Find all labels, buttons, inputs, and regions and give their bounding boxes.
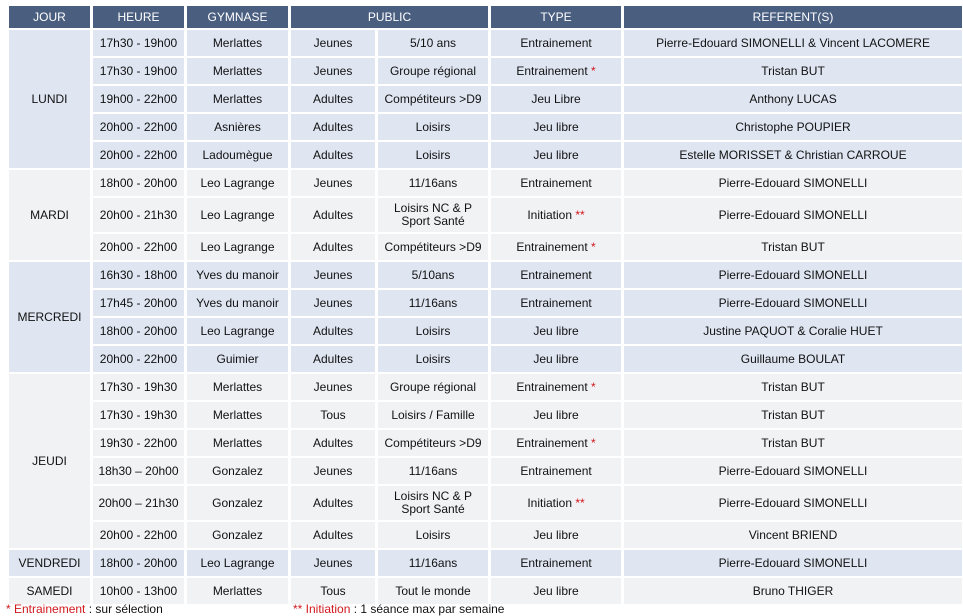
audience-cell: Adultes [291,346,375,372]
audience-cell: Jeunes [291,374,375,400]
audience-cell: Jeunes [291,290,375,316]
type-cell [491,374,621,400]
day-cell: VENDREDI [9,550,90,576]
type-cell [491,402,621,428]
asterisk-marker: * [591,379,596,394]
type-cell [491,550,621,576]
type-label: Entrainement [520,295,592,310]
time-cell: 18h00 - 20h00 [93,170,184,196]
gym-cell: Leo Lagrange [187,234,288,260]
detail-cell [378,346,488,372]
time-cell: 19h00 - 22h00 [93,86,184,112]
detail-cell [378,522,488,548]
type-label: Entrainement [516,379,588,394]
detail-line: Compétiteurs >D9 [384,91,482,106]
detail-line: Groupe régional [389,63,477,78]
referent-cell: Pierre-Edouard SIMONELLI [624,486,962,520]
table-row [9,578,962,604]
detail-line: 5/10ans [411,267,455,282]
audience-cell: Adultes [291,114,375,140]
referent-cell: Pierre-Edouard SIMONELLI [624,458,962,484]
referent-cell: Christophe POUPIER [624,114,962,140]
time-cell: 20h00 - 22h00 [93,346,184,372]
header-gymnase: GYMNASE [187,6,288,28]
schedule-table [6,4,963,606]
type-label: Jeu libre [533,119,579,134]
day-cell: MERCREDI [9,262,90,372]
table-row [9,86,962,112]
detail-line: Loisirs [415,351,451,366]
detail-cell [378,458,488,484]
detail-line: Loisirs / Famille [391,407,475,422]
audience-cell: Tous [291,578,375,604]
time-cell: 20h00 - 22h00 [93,114,184,140]
table-row [9,170,962,196]
day-group-mardi [9,170,962,260]
header-referents: REFERENT(S) [624,6,962,28]
type-cell [491,522,621,548]
table-row [9,522,962,548]
referent-cell: Tristan BUT [624,234,962,260]
time-cell: 17h30 - 19h30 [93,402,184,428]
detail-cell [378,290,488,316]
header-type: TYPE [491,6,621,28]
referent-cell: Tristan BUT [624,374,962,400]
detail-cell [378,58,488,84]
table-row [9,142,962,168]
table-row [9,262,962,288]
detail-line: Loisirs [415,147,451,162]
audience-cell: Jeunes [291,262,375,288]
type-label: Jeu libre [533,351,579,366]
detail-cell [378,234,488,260]
referent-cell: Estelle MORISSET & Christian CARROUE [624,142,962,168]
referent-cell: Justine PAQUOT & Coralie HUET [624,318,962,344]
detail-line: Compétiteurs >D9 [384,239,482,254]
type-cell [491,346,621,372]
type-cell [491,198,621,232]
detail-line: Loisirs [415,323,451,338]
detail-cell [378,318,488,344]
time-cell: 20h00 - 21h30 [93,198,184,232]
time-cell: 18h30 – 20h00 [93,458,184,484]
footnote-entrainement: * Entrainement : sur sélection [6,603,163,616]
gym-cell: Leo Lagrange [187,318,288,344]
time-cell: 17h30 - 19h30 [93,374,184,400]
referent-cell: Pierre-Edouard SIMONELLI [624,198,962,232]
detail-line: Loisirs [415,527,451,542]
audience-cell: Adultes [291,142,375,168]
audience-cell: Adultes [291,86,375,112]
footnote-initiation: ** Initiation : 1 séance max par semaine [293,603,505,616]
type-label: Entrainement [520,555,592,570]
type-cell [491,234,621,260]
audience-cell: Adultes [291,234,375,260]
type-cell [491,30,621,56]
type-label: Entrainement [516,435,588,450]
gym-cell: Gonzalez [187,458,288,484]
detail-cell [378,198,488,232]
referent-cell: Vincent BRIEND [624,522,962,548]
audience-cell: Adultes [291,522,375,548]
detail-cell [378,142,488,168]
type-cell [491,458,621,484]
asterisk-marker: * [591,435,596,450]
referent-cell: Anthony LUCAS [624,86,962,112]
audience-cell: Jeunes [291,458,375,484]
referent-cell: Pierre-Edouard SIMONELLI [624,262,962,288]
table-row [9,114,962,140]
table-row [9,550,962,576]
gym-cell: Leo Lagrange [187,198,288,232]
detail-cell [378,374,488,400]
table-row [9,430,962,456]
referent-cell: Tristan BUT [624,430,962,456]
gym-cell: Asnières [187,114,288,140]
footnotes [6,603,957,616]
detail-cell [378,86,488,112]
gym-cell: Guimier [187,346,288,372]
detail-cell [378,402,488,428]
detail-line: Loisirs NC & P [393,489,473,503]
referent-cell: Guillaume BOULAT [624,346,962,372]
detail-line: 11/16ans [408,463,458,478]
referent-cell: Bruno THIGER [624,578,962,604]
asterisk-marker: * [591,239,596,254]
detail-cell [378,262,488,288]
gym-cell: Merlattes [187,374,288,400]
type-label: Entrainement [520,175,592,190]
day-group-lundi [9,30,962,168]
detail-line: Loisirs NC & P [393,201,473,215]
header-jour: JOUR [9,6,90,28]
detail-line: 5/10 ans [409,35,457,50]
day-cell: LUNDI [9,30,90,168]
gym-cell: Merlattes [187,58,288,84]
audience-cell: Jeunes [291,58,375,84]
gym-cell: Merlattes [187,430,288,456]
time-cell: 20h00 – 21h30 [93,486,184,520]
detail-line: 11/16ans [408,295,458,310]
detail-cell [378,486,488,520]
gym-cell: Merlattes [187,402,288,428]
header-public: PUBLIC [291,6,488,28]
type-label: Jeu Libre [531,91,581,106]
detail-line: Groupe régional [389,379,477,394]
header-row [9,6,962,28]
day-group-jeudi [9,374,962,548]
gym-cell: Leo Lagrange [187,550,288,576]
time-cell: 17h45 - 20h00 [93,290,184,316]
detail-cell [378,30,488,56]
type-cell [491,142,621,168]
gym-cell: Yves du manoir [187,262,288,288]
table-row [9,290,962,316]
type-label: Jeu libre [533,147,579,162]
referent-cell: Pierre-Edouard SIMONELLI [624,290,962,316]
time-cell: 20h00 - 22h00 [93,234,184,260]
gym-cell: Merlattes [187,86,288,112]
detail-line: Tout le monde [395,583,471,598]
gym-cell: Gonzalez [187,522,288,548]
type-cell [491,86,621,112]
type-label: Entrainement [516,63,588,78]
type-label: Entrainement [520,35,592,50]
audience-cell: Adultes [291,430,375,456]
time-cell: 17h30 - 19h00 [93,58,184,84]
day-cell: MARDI [9,170,90,260]
detail-line-2: Sport Santé [401,214,465,228]
type-label: Entrainement [520,463,592,478]
time-cell: 17h30 - 19h00 [93,30,184,56]
type-cell [491,578,621,604]
day-group-samedi [9,578,962,604]
table-row [9,486,962,520]
gym-cell: Leo Lagrange [187,170,288,196]
referent-cell: Pierre-Edouard SIMONELLI [624,170,962,196]
audience-cell: Tous [291,402,375,428]
table-row [9,234,962,260]
table-row [9,318,962,344]
detail-cell [378,170,488,196]
type-cell [491,486,621,520]
gym-cell: Ladoumègue [187,142,288,168]
audience-cell: Adultes [291,486,375,520]
table-row [9,58,962,84]
type-label: Jeu libre [533,323,579,338]
detail-line: 11/16ans [408,555,458,570]
day-group-vendredi [9,550,962,576]
gym-cell: Merlattes [187,30,288,56]
audience-cell: Adultes [291,318,375,344]
time-cell: 10h00 - 13h00 [93,578,184,604]
table-row [9,346,962,372]
asterisk-marker: * [591,63,596,78]
referent-cell: Pierre-Edouard SIMONELLI [624,550,962,576]
day-group-mercredi [9,262,962,372]
audience-cell: Jeunes [291,550,375,576]
referent-cell: Pierre-Edouard SIMONELLI & Vincent LACOMERE [624,30,962,56]
table-row [9,458,962,484]
asterisk-marker: ** [575,207,585,222]
time-cell: 19h30 - 22h00 [93,430,184,456]
referent-cell: Tristan BUT [624,402,962,428]
detail-line: Loisirs [415,119,451,134]
time-cell: 20h00 - 22h00 [93,142,184,168]
day-cell: JEUDI [9,374,90,548]
type-cell [491,170,621,196]
type-cell [491,58,621,84]
gym-cell: Yves du manoir [187,290,288,316]
table-row [9,374,962,400]
type-cell [491,114,621,140]
detail-line-2: Sport Santé [401,502,465,516]
detail-cell [378,578,488,604]
type-label: Jeu libre [533,583,579,598]
table-row [9,30,962,56]
detail-cell [378,430,488,456]
audience-cell: Adultes [291,198,375,232]
referent-cell: Tristan BUT [624,58,962,84]
time-cell: 18h00 - 20h00 [93,318,184,344]
table-row [9,198,962,232]
type-label: Jeu libre [533,407,579,422]
day-cell: SAMEDI [9,578,90,604]
detail-line: Compétiteurs >D9 [384,435,482,450]
audience-cell: Jeunes [291,170,375,196]
detail-line: 11/16ans [408,175,458,190]
time-cell: 20h00 - 22h00 [93,522,184,548]
detail-cell [378,550,488,576]
audience-cell: Jeunes [291,30,375,56]
asterisk-marker: ** [575,495,585,510]
type-label: Entrainement [520,267,592,282]
type-cell [491,318,621,344]
time-cell: 16h30 - 18h00 [93,262,184,288]
type-cell [491,262,621,288]
type-cell [491,430,621,456]
type-label: Entrainement [516,239,588,254]
type-label: Jeu libre [533,527,579,542]
gym-cell: Gonzalez [187,486,288,520]
type-label: Initiation [527,207,573,222]
type-label: Initiation [527,495,573,510]
type-cell [491,290,621,316]
header-heure: HEURE [93,6,184,28]
gym-cell: Merlattes [187,578,288,604]
detail-cell [378,114,488,140]
table-row [9,402,962,428]
time-cell: 18h00 - 20h00 [93,550,184,576]
